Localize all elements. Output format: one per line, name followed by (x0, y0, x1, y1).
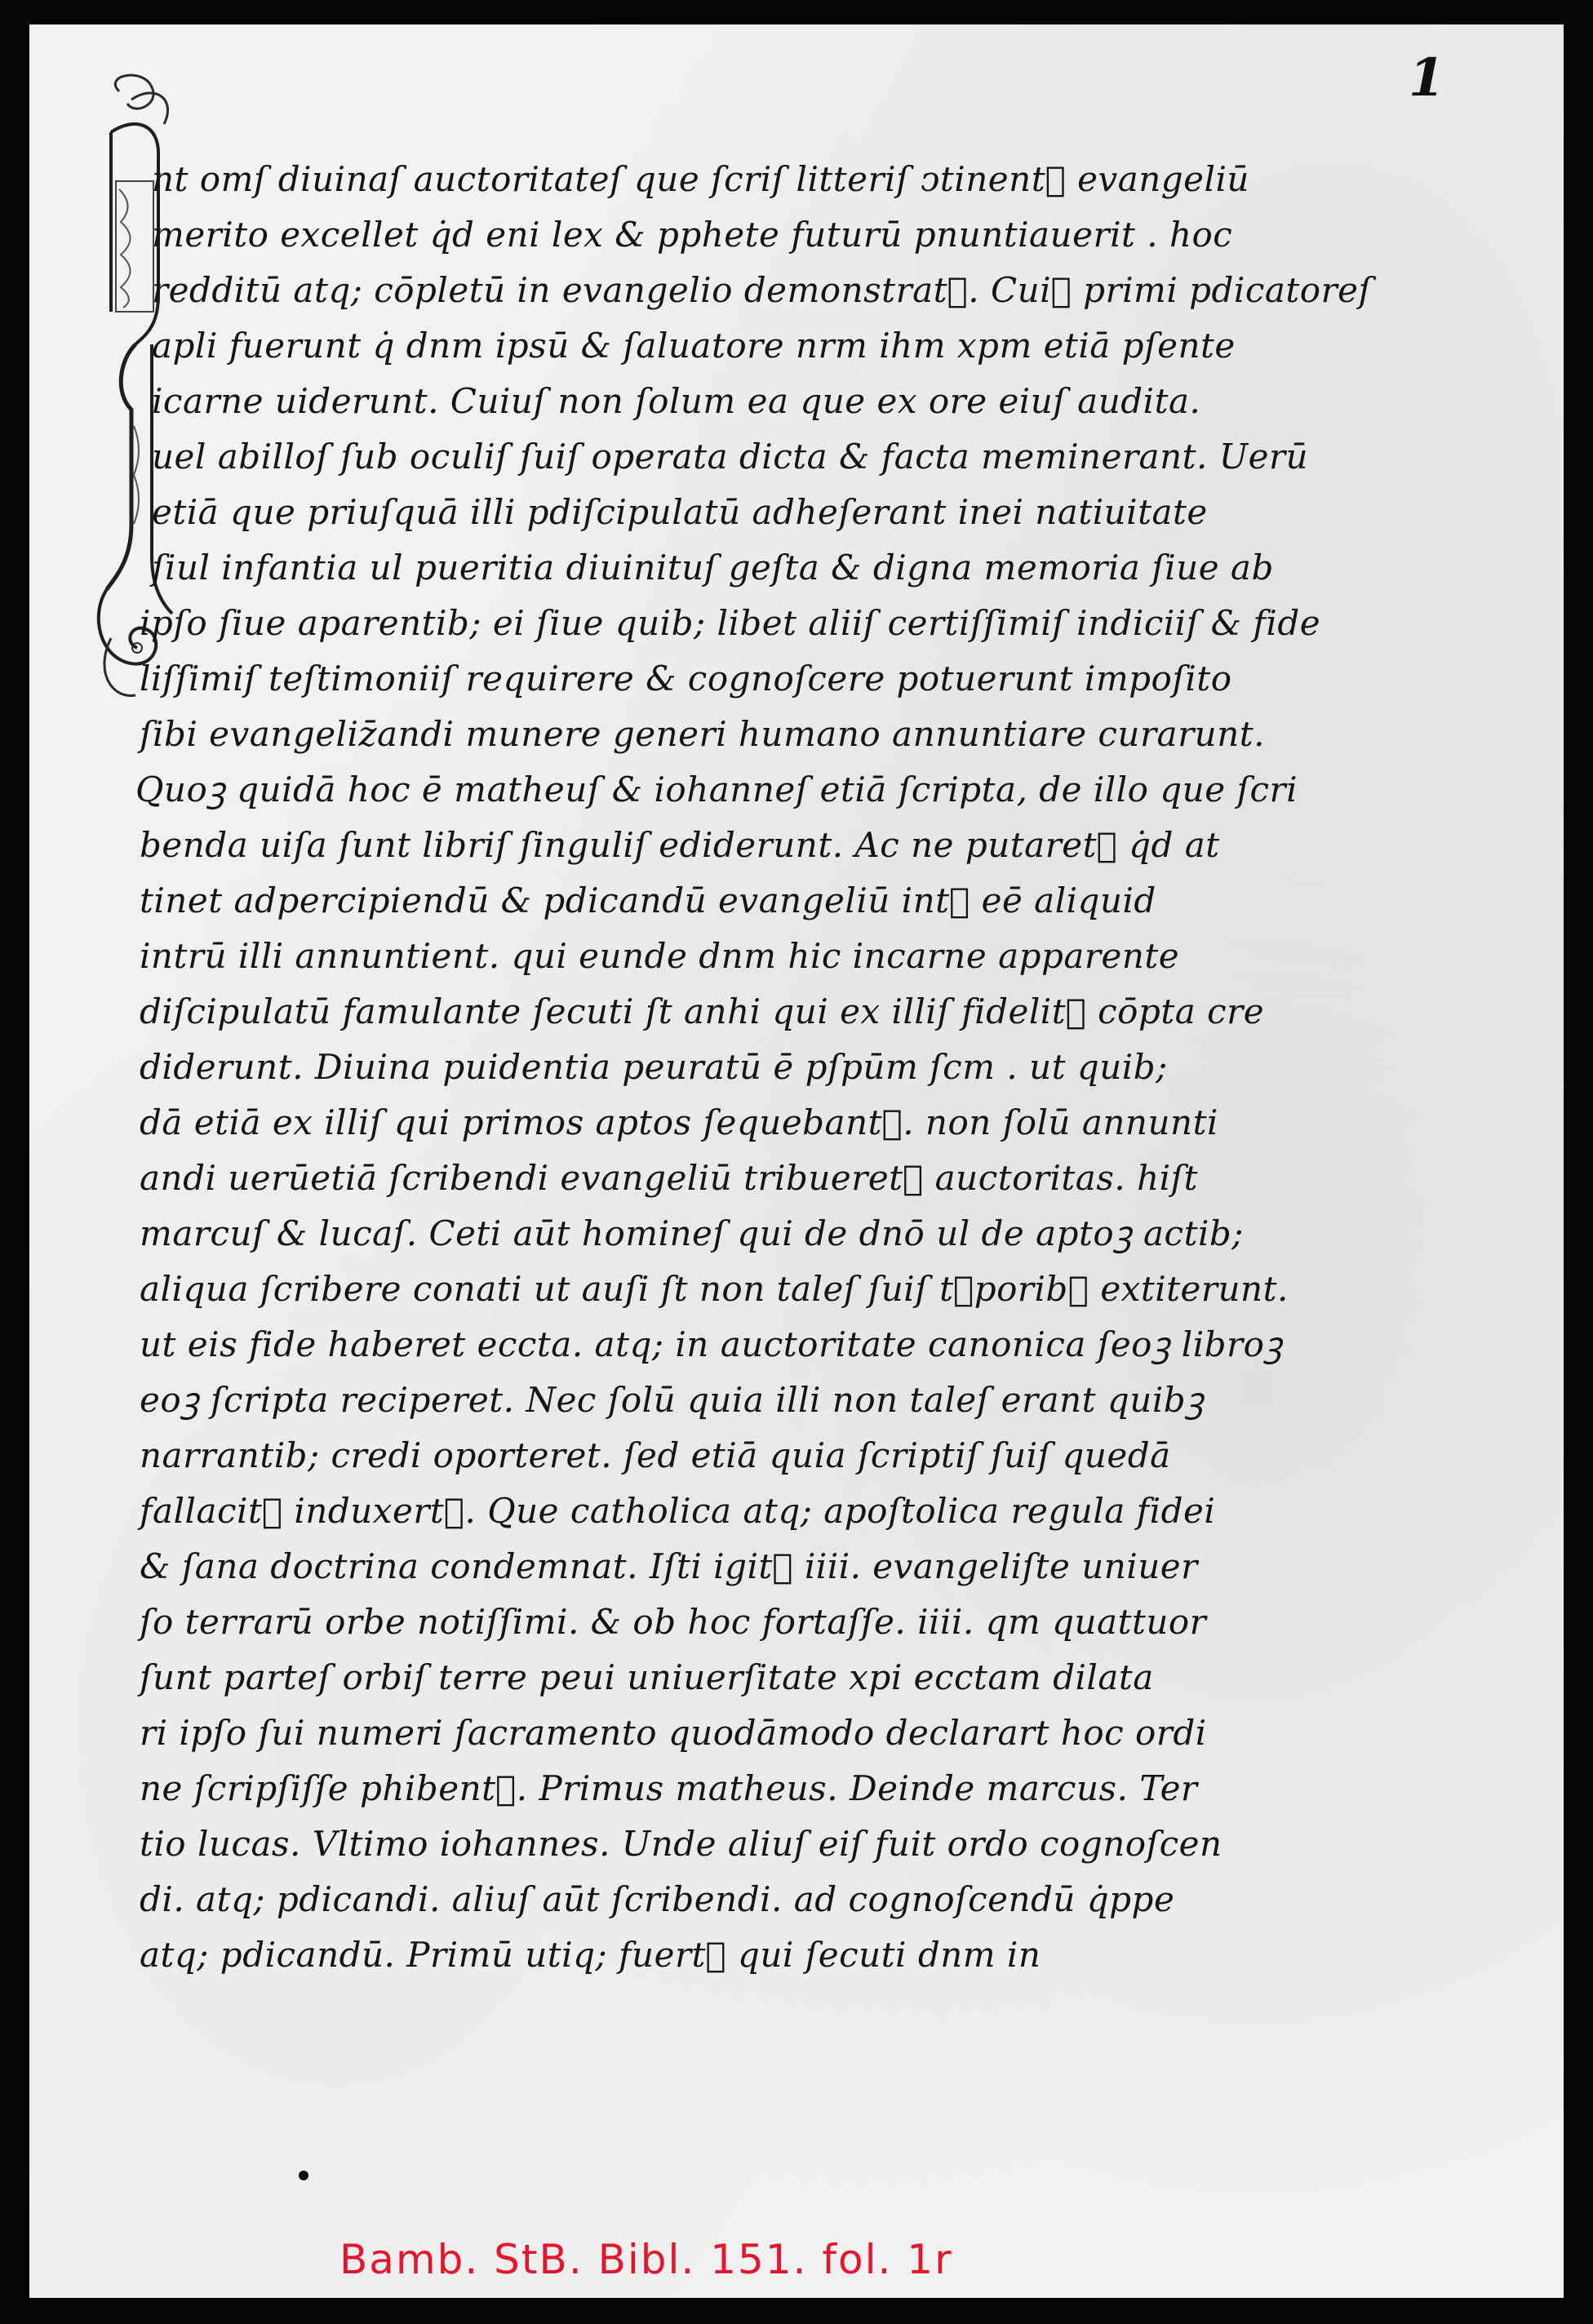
text-line: diderunt. Diuina puidentia peuratū ē pſpūm ſcm . ut quib; (140, 1047, 1168, 1087)
folio-number: 1 (1409, 47, 1445, 109)
text-line: ſibi evangeliz̄andi munere generi humano annuntiare curarunt. (140, 714, 1266, 754)
text-line: ut eis fide haberet eccta. atq; in auctoritate canonica ſeoꝫ libroꝫ (140, 1324, 1283, 1364)
text-line: icarne uiderunt. Cuiuſ non ſolum ea que ex ore eiuſ audita. (152, 381, 1201, 421)
text-line: atq; pdicandū. Primū utiq; fuert᷑ qui ſecuti dnm in (140, 1935, 1041, 1975)
text-line: ipſo ſiue aparentib; ei ſiue quib; libet aliiſ certiſſimiſ indiciiſ & fide (140, 603, 1321, 643)
manuscript-text (29, 24, 1564, 2298)
text-line: intrū illi annuntient. qui eunde dnm hic incarne apparente (140, 936, 1180, 976)
text-line: redditū atq; cōpletū in evangelio demonstrat᷑. Cui᷑ primi pdicatoreſ (152, 270, 1372, 310)
text-line: tinet adpercipiendū & pdicandū evangeliū int᷑ eē aliquid (140, 880, 1156, 920)
text-line: eoꝫ ſcripta reciperet. Nec ſolū quia illi non taleſ erant quibꝫ (140, 1380, 1205, 1420)
text-line: & ſana doctrina condemnat. Iſti igit᷑ iiii. evangeliſte uniuer (140, 1546, 1198, 1586)
text-line: marcuſ & lucaſ. Ceti aūt homineſ qui de dnō ul de aptoꝫ actib; (140, 1213, 1244, 1253)
text-line: etiā que priuſquā illi pdiſcipulatū adheſerant inei natiuitate (152, 492, 1208, 532)
text-line: liſſimiſ teſtimoniiſ requirere & cognoſcere potuerunt impoſito (140, 659, 1232, 699)
text-line: tio lucas. Vltimo iohannes. Unde aliuſ eiſ fuit ordo cognoſcen (140, 1824, 1222, 1864)
text-line: ri ipſo ſui numeri ſacramento quodāmodo declarart hoc ordi (140, 1713, 1207, 1753)
text-line: dā etiā ex illiſ qui primos aptos ſequebant᷑. non ſolū annunti (140, 1102, 1218, 1142)
text-line: apli fuerunt q̇ dnm ipsū & ſaluatore nrm ihm xpm etiā pſente (152, 326, 1236, 366)
manuscript-page (29, 24, 1564, 2298)
text-line: ſunt parteſ orbiſ terre peui uniuerſitate xpi ecctam dilata (140, 1657, 1154, 1697)
text-line: uel abilloſ ſub oculiſ ſuiſ operata dicta & facta meminerant. Uerū (152, 437, 1309, 477)
text-line: ſo terrarū orbe notiſſimi. & ob hoc fortaſſe. iiii. qm quattuor (140, 1602, 1207, 1642)
library-shelfmark: Bamb. StB. Bibl. 151. fol. 1r (339, 2236, 953, 2283)
text-line: narrantib; credi oporteret. ſed etiā quia ſcriptiſ ſuiſ quedā (140, 1435, 1171, 1475)
punch-hole (299, 2171, 308, 2180)
text-line: Quoꝫ quidā hoc ē matheuſ & iohanneſ etiā ſcripta, de illo que ſcri (135, 769, 1298, 809)
text-line: andi uerūetiā ſcribendi evangeliū tribueret᷑ auctoritas. hiſt (140, 1158, 1198, 1198)
text-line: diſcipulatū famulante ſecuti ſt anhi qui ex illiſ fidelit᷑ cōpta cre (140, 991, 1265, 1031)
text-line: nt omſ diuinaſ auctoritateſ que ſcriſ litteriſ ↄtinent᷑ evangeliū (152, 159, 1249, 199)
text-line: benda uiſa ſunt libriſ ſinguliſ ediderunt. Ac ne putaret᷑ q̇d at (140, 825, 1220, 865)
text-line: di. atq; pdicandi. aliuſ aūt ſcribendi. ad cognoſcendū q̇ppe (140, 1879, 1175, 1919)
text-line: merito excellet q̇d eni lex & pphete futurū pnuntiauerit . hoc (152, 215, 1233, 255)
text-line: ſiul infantia ul pueritia diuinituſ geſta & digna memoria ſiue ab (152, 548, 1274, 588)
text-line: fallacit᷑ induxert᷑. Que catholica atq; apoſtolica regula fidei (140, 1491, 1216, 1531)
text-line: ne ſcripſiſſe phibent᷑. Primus matheus. Deinde marcus. Ter (140, 1768, 1198, 1808)
text-line: aliqua ſcribere conati ut auſi ſt non taleſ ſuiſ t᷑poribꝫ extiterunt. (140, 1269, 1289, 1309)
